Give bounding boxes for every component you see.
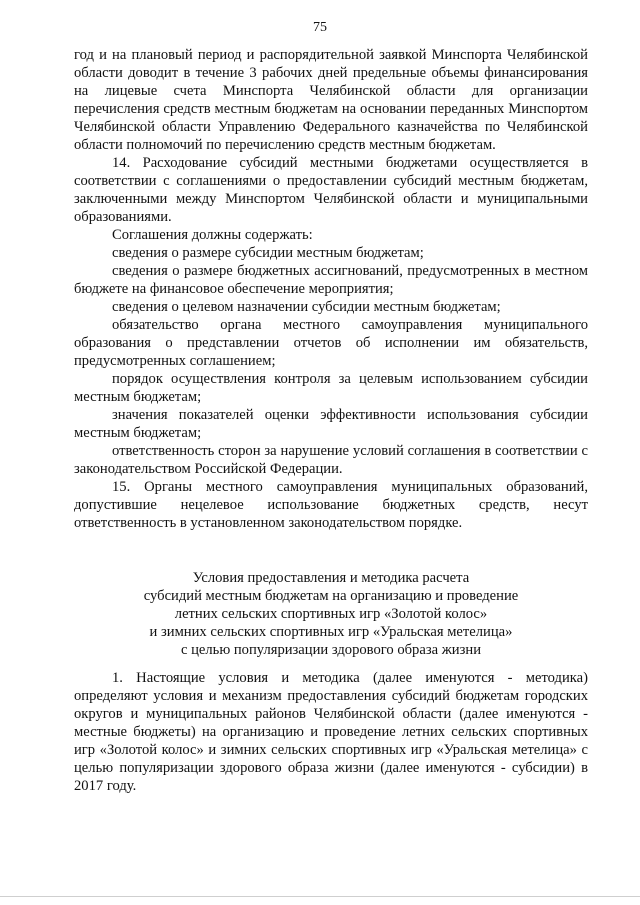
paragraph-funding-continuation: год и на плановый период и распорядительной заявкой Минспорта Челябинской области доводит в течение 3 рабочих дней предельные объемы финансирования на лицевые счета Минспорта Челябинской области для организации перечисления средств местным бюджетам на основании переданных Минспортом Челябинской области Управлению Федерального казначейства по Челябинской области полномочий по перечислению средств местным бюджетам. xyxy=(74,47,588,153)
heading-line: летних сельских спортивных игр «Золотой колос» xyxy=(174,606,488,622)
body-section xyxy=(74,46,588,532)
paragraph-agreements-intro: Соглашения должны содержать: xyxy=(112,227,313,243)
list-item-efficiency-indicators: значения показателей оценки эффективности использования субсидии местным бюджетам; xyxy=(74,407,588,441)
list-item-control-procedure: порядок осуществления контроля за целевым использованием субсидии местным бюджетам; xyxy=(74,371,588,405)
list-item-target-purpose: сведения о целевом назначении субсидии местным бюджетам; xyxy=(112,299,501,315)
heading-line: и зимних сельских спортивных игр «Уральская метелица» xyxy=(149,624,513,640)
paragraph-method-1: 1. Настоящие условия и методика (далее именуются - методика) определяют условия и механизм предоставления субсидий бюджетам городских округов и муниципальных районов Челябинской области (далее именуются - местные бюджеты) на организацию и проведение летних сельских спортивных игр «Золотой колос» и зимних сельских спортивных игр «Уральская метелица» с целью популяризации здорового образа жизни (далее именуются - субсидии) в 2017 году. xyxy=(74,670,588,794)
list-item-budget-allocations: сведения о размере бюджетных ассигнований, предусмотренных в местном бюджете на финансовое обеспечение мероприятия; xyxy=(74,263,588,297)
list-item-subsidy-size: сведения о размере субсидии местным бюджетам; xyxy=(112,245,424,261)
section-heading xyxy=(74,569,588,659)
scan-artifact-line xyxy=(0,896,640,897)
method-section xyxy=(74,669,588,795)
heading-line: с целью популяризации здорового образа жизни xyxy=(180,642,482,658)
heading-line: субсидий местным бюджетам на организацию и проведение xyxy=(143,588,519,604)
paragraph-15: 15. Органы местного самоуправления муниципальных образований, допустившие нецелевое использование бюджетных средств, несут ответственность в установленном законодательством порядке. xyxy=(74,479,588,531)
list-item-responsibility: ответственность сторон за нарушение условий соглашения в соответствии с законодательством Российской Федерации. xyxy=(74,443,588,477)
heading-line: Условия предоставления и методика расчета xyxy=(192,570,470,586)
page-number: 75 xyxy=(313,20,327,35)
paragraph-14: 14. Расходование субсидий местными бюджетами осуществляется в соответствии с соглашениями о предоставлении субсидий местным бюджетам, заключенными между Минспортом Челябинской области и муниципальными образованиями. xyxy=(74,155,588,225)
list-item-reporting-obligation: обязательство органа местного самоуправления муниципального образования о представлении отчетов об исполнении им обязательств, предусмотренных соглашением; xyxy=(74,317,588,369)
